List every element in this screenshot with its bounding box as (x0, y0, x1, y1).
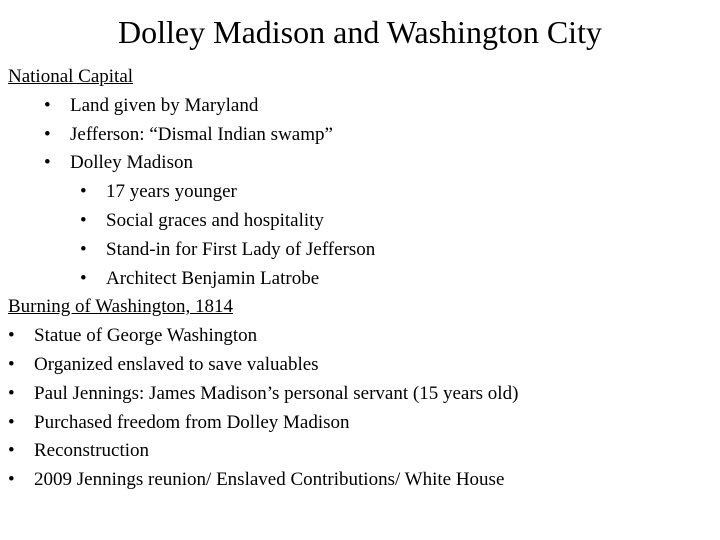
sub-list-item (8, 265, 713, 294)
list-item (8, 322, 713, 351)
list-item-text: Purchased freedom from Dolley Madison (34, 411, 350, 433)
bullet-icon: • (8, 382, 15, 404)
list-item-text: Reconstruction (34, 440, 150, 462)
list-item-text: Land given by Maryland (70, 94, 259, 116)
sub-list-item (8, 207, 713, 236)
list-item (8, 149, 713, 178)
list-item-text: Organized enslaved to save valuables (34, 353, 319, 375)
sub-list-item-text: Architect Benjamin Latrobe (106, 267, 320, 289)
list-item (8, 437, 713, 466)
slide-content (8, 63, 713, 495)
sub-list-item (8, 178, 713, 207)
section-heading-burning-of-washington: Burning of Washington, 1814 (8, 296, 234, 318)
bullet-icon: • (44, 152, 51, 174)
bullet-icon: • (44, 94, 51, 116)
bullet-icon: • (8, 325, 15, 347)
list-item-text: 2009 Jennings reunion/ Enslaved Contributions/ White House (34, 469, 505, 491)
list-item (8, 351, 713, 380)
list-item-text: Jefferson: “Dismal Indian swamp” (70, 123, 333, 145)
national-capital-list (8, 92, 713, 294)
bullet-icon: • (80, 238, 87, 260)
bullet-icon: • (44, 123, 51, 145)
sub-list-item-text: Social graces and hospitality (106, 209, 324, 231)
bullet-icon: • (8, 353, 15, 375)
slide-title: Dolley Madison and Washington City (118, 14, 602, 50)
list-item (8, 466, 713, 495)
list-item-text: Statue of George Washington (34, 325, 258, 347)
list-item (8, 121, 713, 150)
sub-list-item-text: 17 years younger (106, 181, 237, 203)
bullet-icon: • (80, 181, 87, 203)
bullet-icon: • (8, 411, 15, 433)
section-heading-national-capital: National Capital (8, 66, 134, 87)
bullet-icon: • (80, 209, 87, 231)
bullet-icon: • (8, 440, 15, 462)
list-item-text: Dolley Madison (70, 152, 193, 174)
list-item (8, 409, 713, 438)
sub-list-item (8, 236, 713, 265)
list-item (8, 380, 713, 409)
bullet-icon: • (8, 469, 15, 491)
bullet-icon: • (80, 267, 87, 289)
burning-of-washington-list (8, 322, 713, 495)
sub-list-item-text: Stand-in for First Lady of Jefferson (106, 238, 376, 260)
list-item (8, 92, 713, 121)
list-item-text: Paul Jennings: James Madison’s personal servant (15 years old) (34, 382, 519, 404)
